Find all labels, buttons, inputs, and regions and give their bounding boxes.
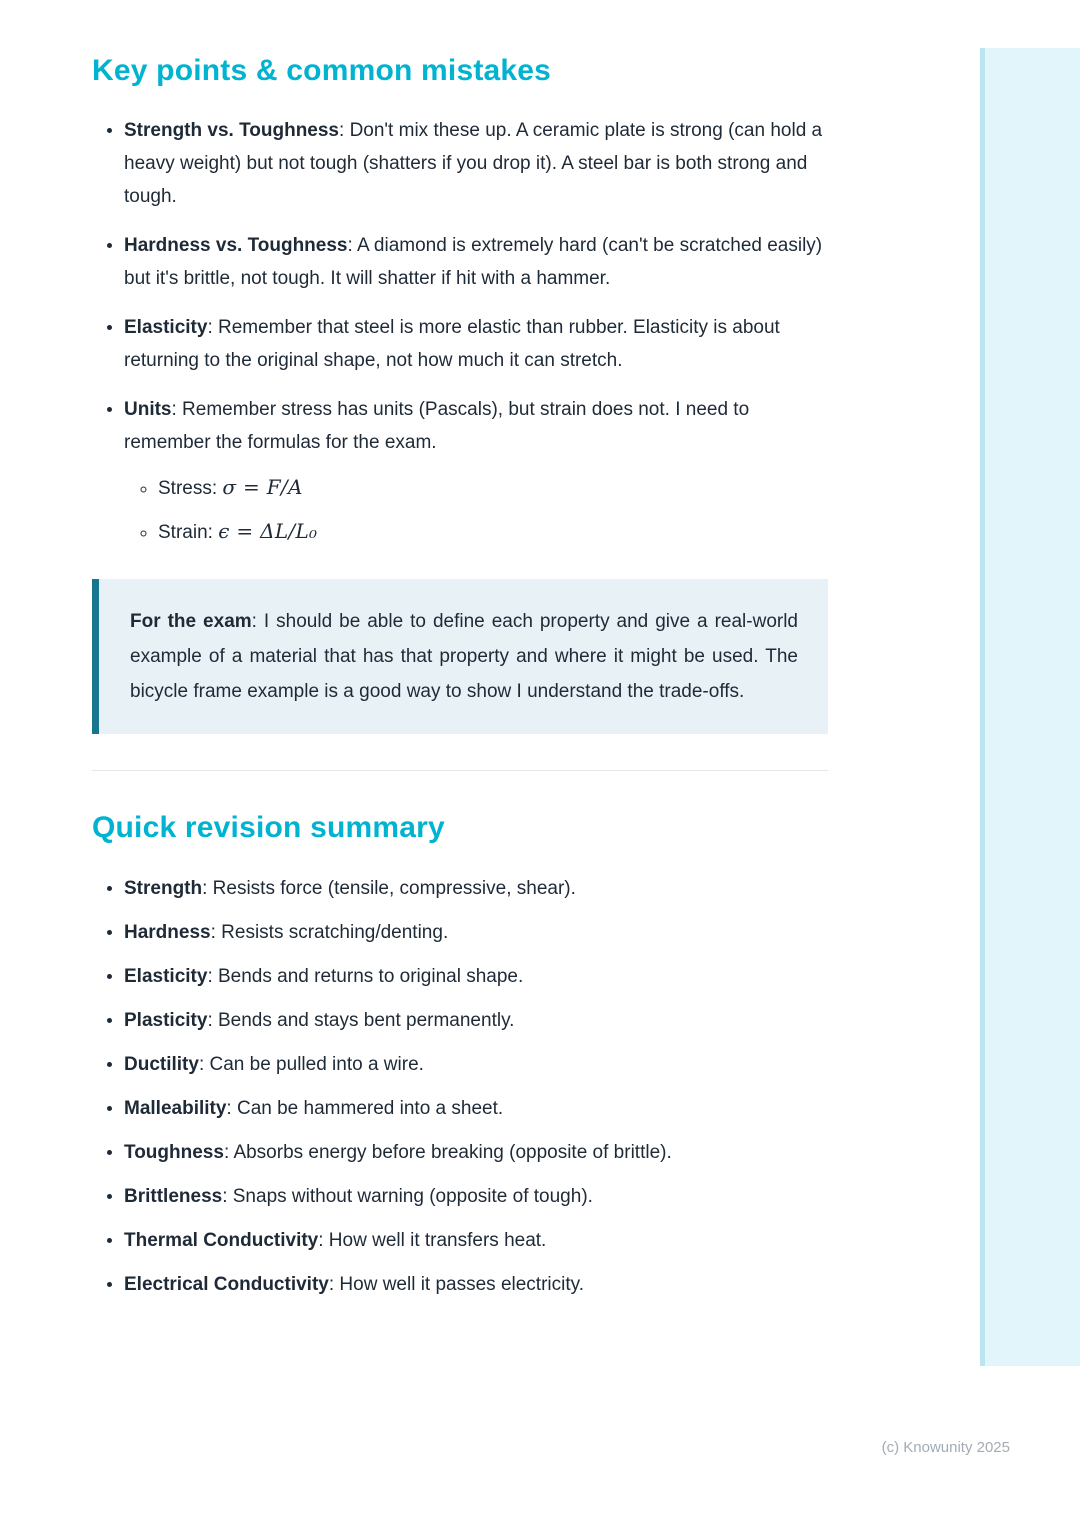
right-edge-strip (980, 48, 1080, 1366)
summary-text: : Bends and stays bent permanently. (207, 1010, 515, 1031)
formula-list (124, 471, 828, 549)
callout-paragraph (130, 604, 798, 709)
summary-text: : Snaps without warning (opposite of tough). (222, 1186, 593, 1207)
summary-item (124, 873, 828, 905)
summary-text: : Absorbs energy before breaking (opposite of brittle). (223, 1142, 672, 1163)
summary-term: Toughness (124, 1142, 224, 1163)
summary-text: : Resists force (tensile, compressive, shear). (202, 878, 576, 899)
key-point-text: : Remember that steel is more elastic than rubber. Elasticity is about returning to the original shape, not how much it can stretch. (124, 317, 780, 371)
summary-term: Strength (124, 878, 203, 899)
summary-term: Malleability (124, 1098, 227, 1119)
key-point-term: Strength vs. Toughness (124, 120, 340, 141)
summary-term: Thermal Conductivity (124, 1230, 319, 1251)
summary-text: : Bends and returns to original shape. (207, 966, 524, 987)
callout-text: : I should be able to define each property and give a real-world example of a material that has that property and where it might be used. The bicycle frame example is a good way to show I understand the trade-offs. (130, 611, 798, 702)
key-point-text: : Remember stress has units (Pascals), but strain does not. I need to remember the formulas for the exam. (124, 399, 750, 453)
summary-item (124, 1049, 828, 1081)
stress-formula: σ = F/A (222, 475, 303, 499)
exam-tip-callout (92, 579, 828, 734)
summary-text: : How well it passes electricity. (328, 1274, 585, 1295)
summary-text: : Resists scratching/denting. (210, 922, 449, 943)
summary-item (124, 1005, 828, 1037)
summary-item (124, 1181, 828, 1213)
section-divider (92, 770, 828, 771)
summary-item (124, 917, 828, 949)
summary-term: Brittleness (124, 1186, 223, 1207)
key-point-term: Elasticity (124, 317, 208, 338)
key-point-term: Units (124, 399, 172, 420)
summary-item (124, 1225, 828, 1257)
key-point-item (124, 311, 828, 377)
formula-label: Stress: (158, 478, 223, 499)
key-point-item (124, 393, 828, 549)
document-content (92, 0, 828, 1313)
summary-item (124, 1137, 828, 1169)
summary-term: Elasticity (124, 966, 208, 987)
copyright-footer: (c) Knowunity 2025 (881, 1439, 1010, 1456)
key-points-list (92, 114, 828, 549)
callout-term: For the exam (130, 611, 252, 632)
strain-formula: ϵ = ΔL/L₀ (218, 519, 318, 543)
summary-term: Plasticity (124, 1010, 208, 1031)
summary-term: Electrical Conductivity (124, 1274, 329, 1295)
section-title-summary: Quick revision summary (92, 811, 445, 844)
summary-list (92, 873, 828, 1301)
summary-item (124, 1269, 828, 1301)
summary-item (124, 1093, 828, 1125)
formula-item (158, 515, 828, 549)
formula-item (158, 471, 828, 505)
section-title-key-points: Key points & common mistakes (92, 54, 552, 87)
key-point-text: : Don't mix these up. A ceramic plate is strong (can hold a heavy weight) but not tough (shatters if you drop it). A steel bar is both strong and tough. (124, 120, 823, 207)
key-point-item (124, 114, 828, 213)
summary-text: : Can be pulled into a wire. (198, 1054, 424, 1075)
key-point-term: Hardness vs. Toughness (124, 235, 348, 256)
summary-text: : How well it transfers heat. (318, 1230, 547, 1251)
summary-term: Ductility (124, 1054, 199, 1075)
formula-label: Strain: (158, 522, 219, 543)
summary-term: Hardness (124, 922, 211, 943)
summary-item (124, 961, 828, 993)
key-point-text: : A diamond is extremely hard (can't be scratched easily) but it's brittle, not tough. It will shatter if hit with a hammer. (124, 235, 823, 289)
summary-text: : Can be hammered into a sheet. (226, 1098, 504, 1119)
key-point-item (124, 229, 828, 295)
